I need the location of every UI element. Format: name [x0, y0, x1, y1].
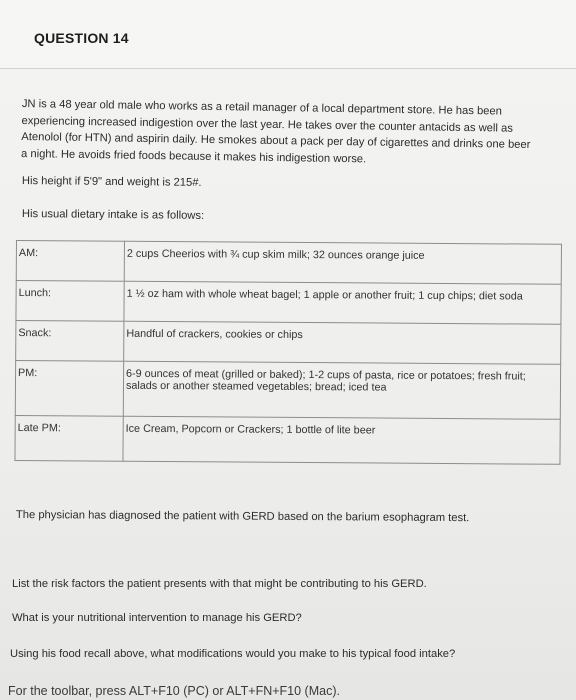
table-row [15, 361, 560, 420]
food-text: Ice Cream, Popcorn or Crackers; 1 bottle of lite beer [125, 422, 376, 437]
food-cell [124, 281, 561, 324]
height-weight-text: His height if 5'9" and weight is 215#. [21, 175, 202, 189]
food-text: Handful of crackers, cookies or chips [126, 327, 303, 342]
food-cell [124, 241, 561, 284]
meal-cell: Late PM: [15, 415, 123, 461]
meal-cell: PM: [15, 361, 123, 417]
table-row [16, 281, 561, 325]
food-cell [123, 361, 560, 419]
question-prompt-intervention: What is your nutritional intervention to manage his GERD? [12, 612, 302, 624]
food-text: 6-9 ounces of meat (grilled or baked); 1-2 cups of pasta, rice or potatoes; fresh fruit; [126, 367, 526, 383]
food-text: 2 cups Cheerios with ¾ cup skim milk; 32 ounces orange juice [126, 247, 425, 262]
question-prompt-risk-factors: List the risk factors the patient presents with that might be contributing to his GERD. [12, 578, 427, 590]
food-text: salads or another steamed vegetables; bread; iced tea [125, 379, 387, 394]
food-cell [123, 416, 560, 464]
toolbar-hint: For the toolbar, press ALT+F10 (PC) or ALT+FN+F10 (Mac). [8, 684, 340, 698]
food-cell [124, 321, 561, 364]
diagnosis-text: The physician has diagnosed the patient with GERD based on the barium esophagram test. [15, 509, 470, 525]
case-line: experiencing increased indigestion over the last year. He takes over the counter antacids as well as [21, 114, 513, 135]
question-prompt-modifications: Using his food recall above, what modifications would you make to his typical food intake? [10, 648, 456, 660]
case-line: a night. He avoids fried foods because it makes his indigestion worse. [21, 147, 367, 165]
question-title: QUESTION 14 [34, 30, 129, 46]
case-line: JN is a 48 year old male who works as a retail manager of a local department store. He has been [21, 97, 502, 118]
case-description [21, 96, 558, 170]
question-header [0, 0, 576, 69]
intake-intro-text: His usual dietary intake is as follows: [21, 208, 205, 222]
table-row [16, 241, 561, 285]
food-text: 1 ½ oz ham with whole wheat bagel; 1 apple or another fruit; 1 cup chips; diet soda [126, 287, 523, 303]
meal-cell: Lunch: [16, 281, 124, 322]
meal-cell: Snack: [16, 321, 124, 362]
meal-cell: AM: [16, 241, 124, 282]
case-line: Atenolol (for HTN) and aspirin daily. He smokes about a pack per day of cigarettes and drinks one beer [21, 130, 531, 151]
diet-table [14, 240, 562, 465]
table-row [16, 321, 561, 365]
table-row [15, 415, 560, 464]
